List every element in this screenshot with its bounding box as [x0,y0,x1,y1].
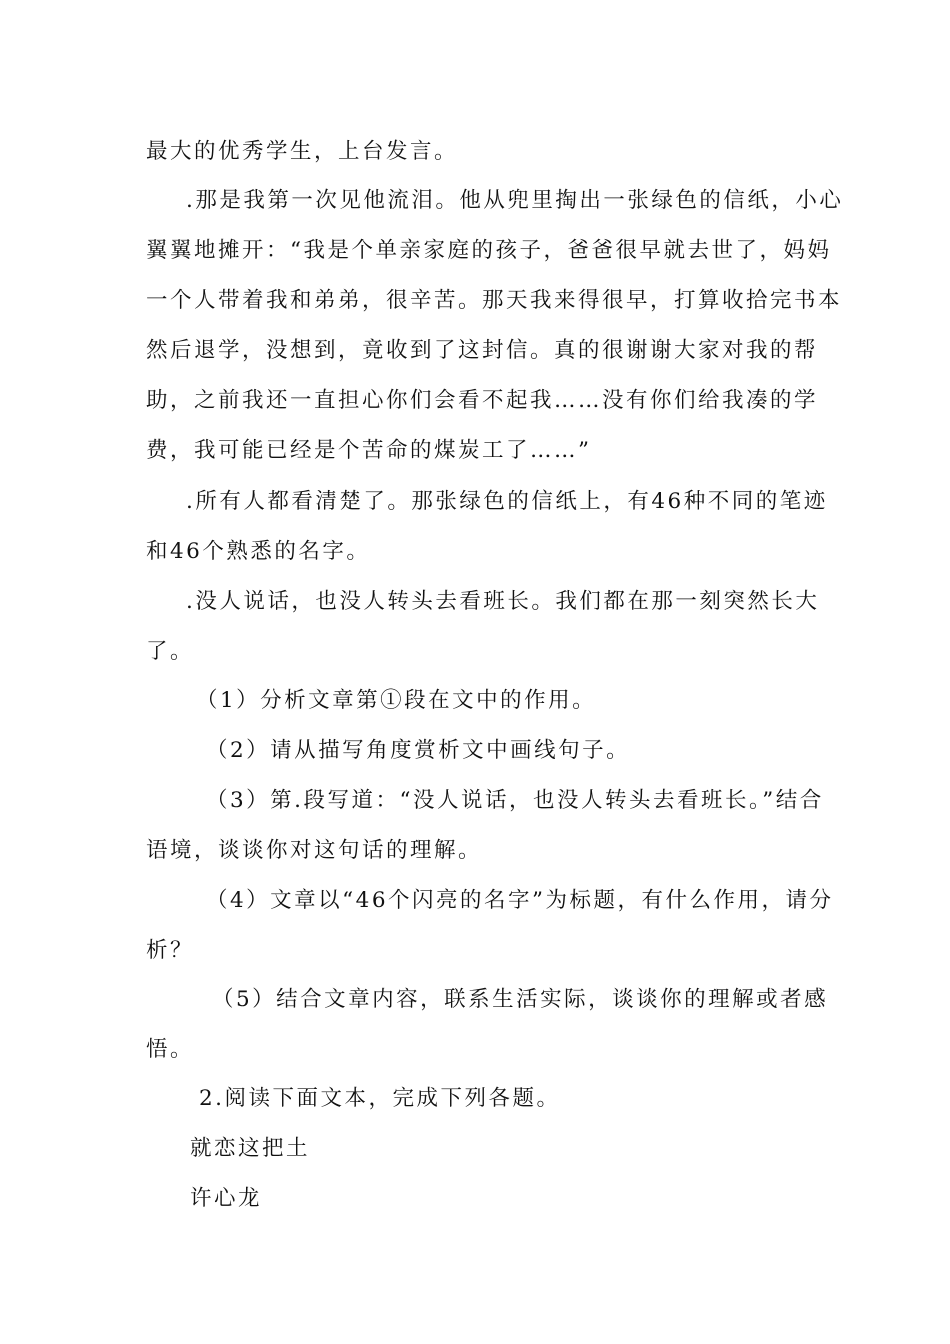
section-2-instruction: 2.阅读下面文本，完成下列各题。 [199,1086,561,1111]
question-1: （1）分析文章第①段在文中的作用。 [196,688,597,713]
article-title: 就恋这把土 [190,1136,311,1161]
paragraph-2-line-3: 一个人带着我和弟弟，很辛苦。那天我来得很早，打算收拾完书本 [146,288,843,313]
paragraph-4-line-2: 了。 [146,639,195,664]
paragraph-2-line-4: 然后退学，没想到，竟收到了这封信。真的很谢谢大家对我的帮 [146,338,819,363]
question-5-line-1: （5）结合文章内容，联系生活实际，谈谈你的理解或者感 [212,987,829,1012]
paragraph-4-line-1: .没人说话，也没人转头去看班长。我们都在那一刻突然长大 [186,589,820,614]
question-5-line-2: 悟。 [146,1037,195,1062]
question-3-line-1: （3）第.段写道：“没人说话，也没人转头去看班长。”结合 [206,788,824,813]
question-3-line-2: 语境，谈谈你对这句话的理解。 [146,838,483,863]
paragraph-3-line-1: .所有人都看清楚了。那张绿色的信纸上，有46种不同的笔迹 [186,489,828,514]
paragraph-line-continuation: 最大的优秀学生，上台发言。 [146,139,459,164]
paragraph-2-line-2: 翼翼地摊开：“我是个单亲家庭的孩子，爸爸很早就去世了，妈妈 [146,238,832,263]
paragraph-2-line-1: .那是我第一次见他流泪。他从兜里掏出一张绿色的信纸，小心 [186,188,844,213]
paragraph-2-line-5: 助，之前我还一直担心你们会看不起我……没有你们给我凑的学 [146,388,819,413]
question-4-line-1: （4）文章以“46个闪亮的名字”为标题，有什么作用，请分 [206,888,834,913]
paragraph-2-line-6: 费，我可能已经是个苦命的煤炭工了……” [146,438,592,463]
question-2: （2）请从描写角度赏析文中画线句子。 [206,738,631,763]
question-4-line-2: 析？ [146,938,195,963]
paragraph-3-line-2: 和46个熟悉的名字。 [146,539,371,564]
article-author: 许心龙 [190,1186,263,1211]
